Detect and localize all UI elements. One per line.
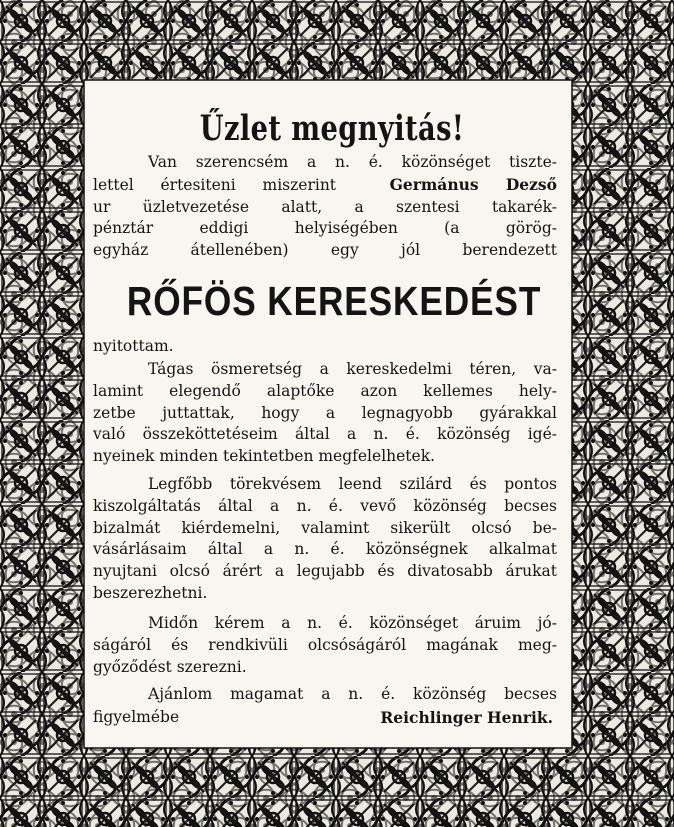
shop-title: RŐFÖS KERESKEDÉST — [126, 278, 542, 324]
intro-line-1: Van szerencsém a n. é. közönséget tiszte- — [148, 153, 557, 171]
intro-line-2 — [93, 174, 557, 197]
intro-line-2-text: lettel értesiteni miszerint — [93, 175, 337, 194]
paragraph-4 — [93, 613, 557, 678]
intro-line-3: ur üzletvezetése alatt, a szentesi takarék- — [93, 197, 557, 216]
para2-line-5: nyeinek minden tekintetben megfelelhetek. — [93, 447, 436, 466]
para3-line-2: kiszolgáltatás által a n. é. vevő közönség becses — [93, 496, 557, 515]
para3-line-4: vásárlásaim által a n. é. közönségnek alkalmat — [93, 540, 557, 559]
signature: Reichlinger Henrik. — [380, 708, 553, 727]
para2-line-4: való összeköttetéseim által a n. é. közönség igé- — [93, 425, 557, 444]
manager-name: Germánus Dezső — [389, 174, 557, 194]
headline: Űzlet megnyitás! — [199, 108, 465, 149]
closing-left: figyelmébe — [93, 708, 180, 726]
intro-paragraph — [93, 152, 557, 262]
para4-line-3: győződést szerezni. — [93, 657, 247, 676]
para3-line-1: Legfőbb törekvésem leend szilárd és pontos — [148, 475, 557, 493]
paragraph-3 — [93, 474, 557, 605]
para4-line-1: Midőn kérem a n. é. közönséget áruim jó- — [148, 614, 557, 632]
para5-line-1: Ajánlom magamat a n. é. közönség becses — [148, 685, 557, 703]
para4-line-2: ságáról és rendkivüli olcsóságáról magának meg- — [93, 635, 557, 654]
paragraph-5 — [93, 684, 557, 706]
para3-line-5: nyujtani olcsó árért a legujabb és divatosabb árukat — [93, 562, 557, 581]
paragraph-2 — [93, 359, 557, 468]
opened-text — [93, 336, 557, 358]
para3-line-6: beszerezhetni. — [93, 583, 208, 602]
intro-line-4: pénztár eddigi helyiségében (a görög- — [93, 219, 557, 238]
opened-line: nyitottam. — [93, 337, 174, 355]
para2-line-1: Tágas ösmeretség a kereskedelmi téren, va- — [148, 360, 557, 378]
intro-line-5: egyház átellenében) egy jól berendezett — [93, 241, 557, 260]
para3-line-3: bizalmát kiérdemelni, valamint sikerült olcsó be- — [93, 518, 557, 537]
para2-line-3: zetbe juttattak, hogy a legnagyobb gyárakkal — [93, 403, 557, 422]
para2-line-2: lamint elegendő alaptőke azon kellemes hely- — [93, 381, 557, 400]
closing-row — [93, 708, 557, 727]
